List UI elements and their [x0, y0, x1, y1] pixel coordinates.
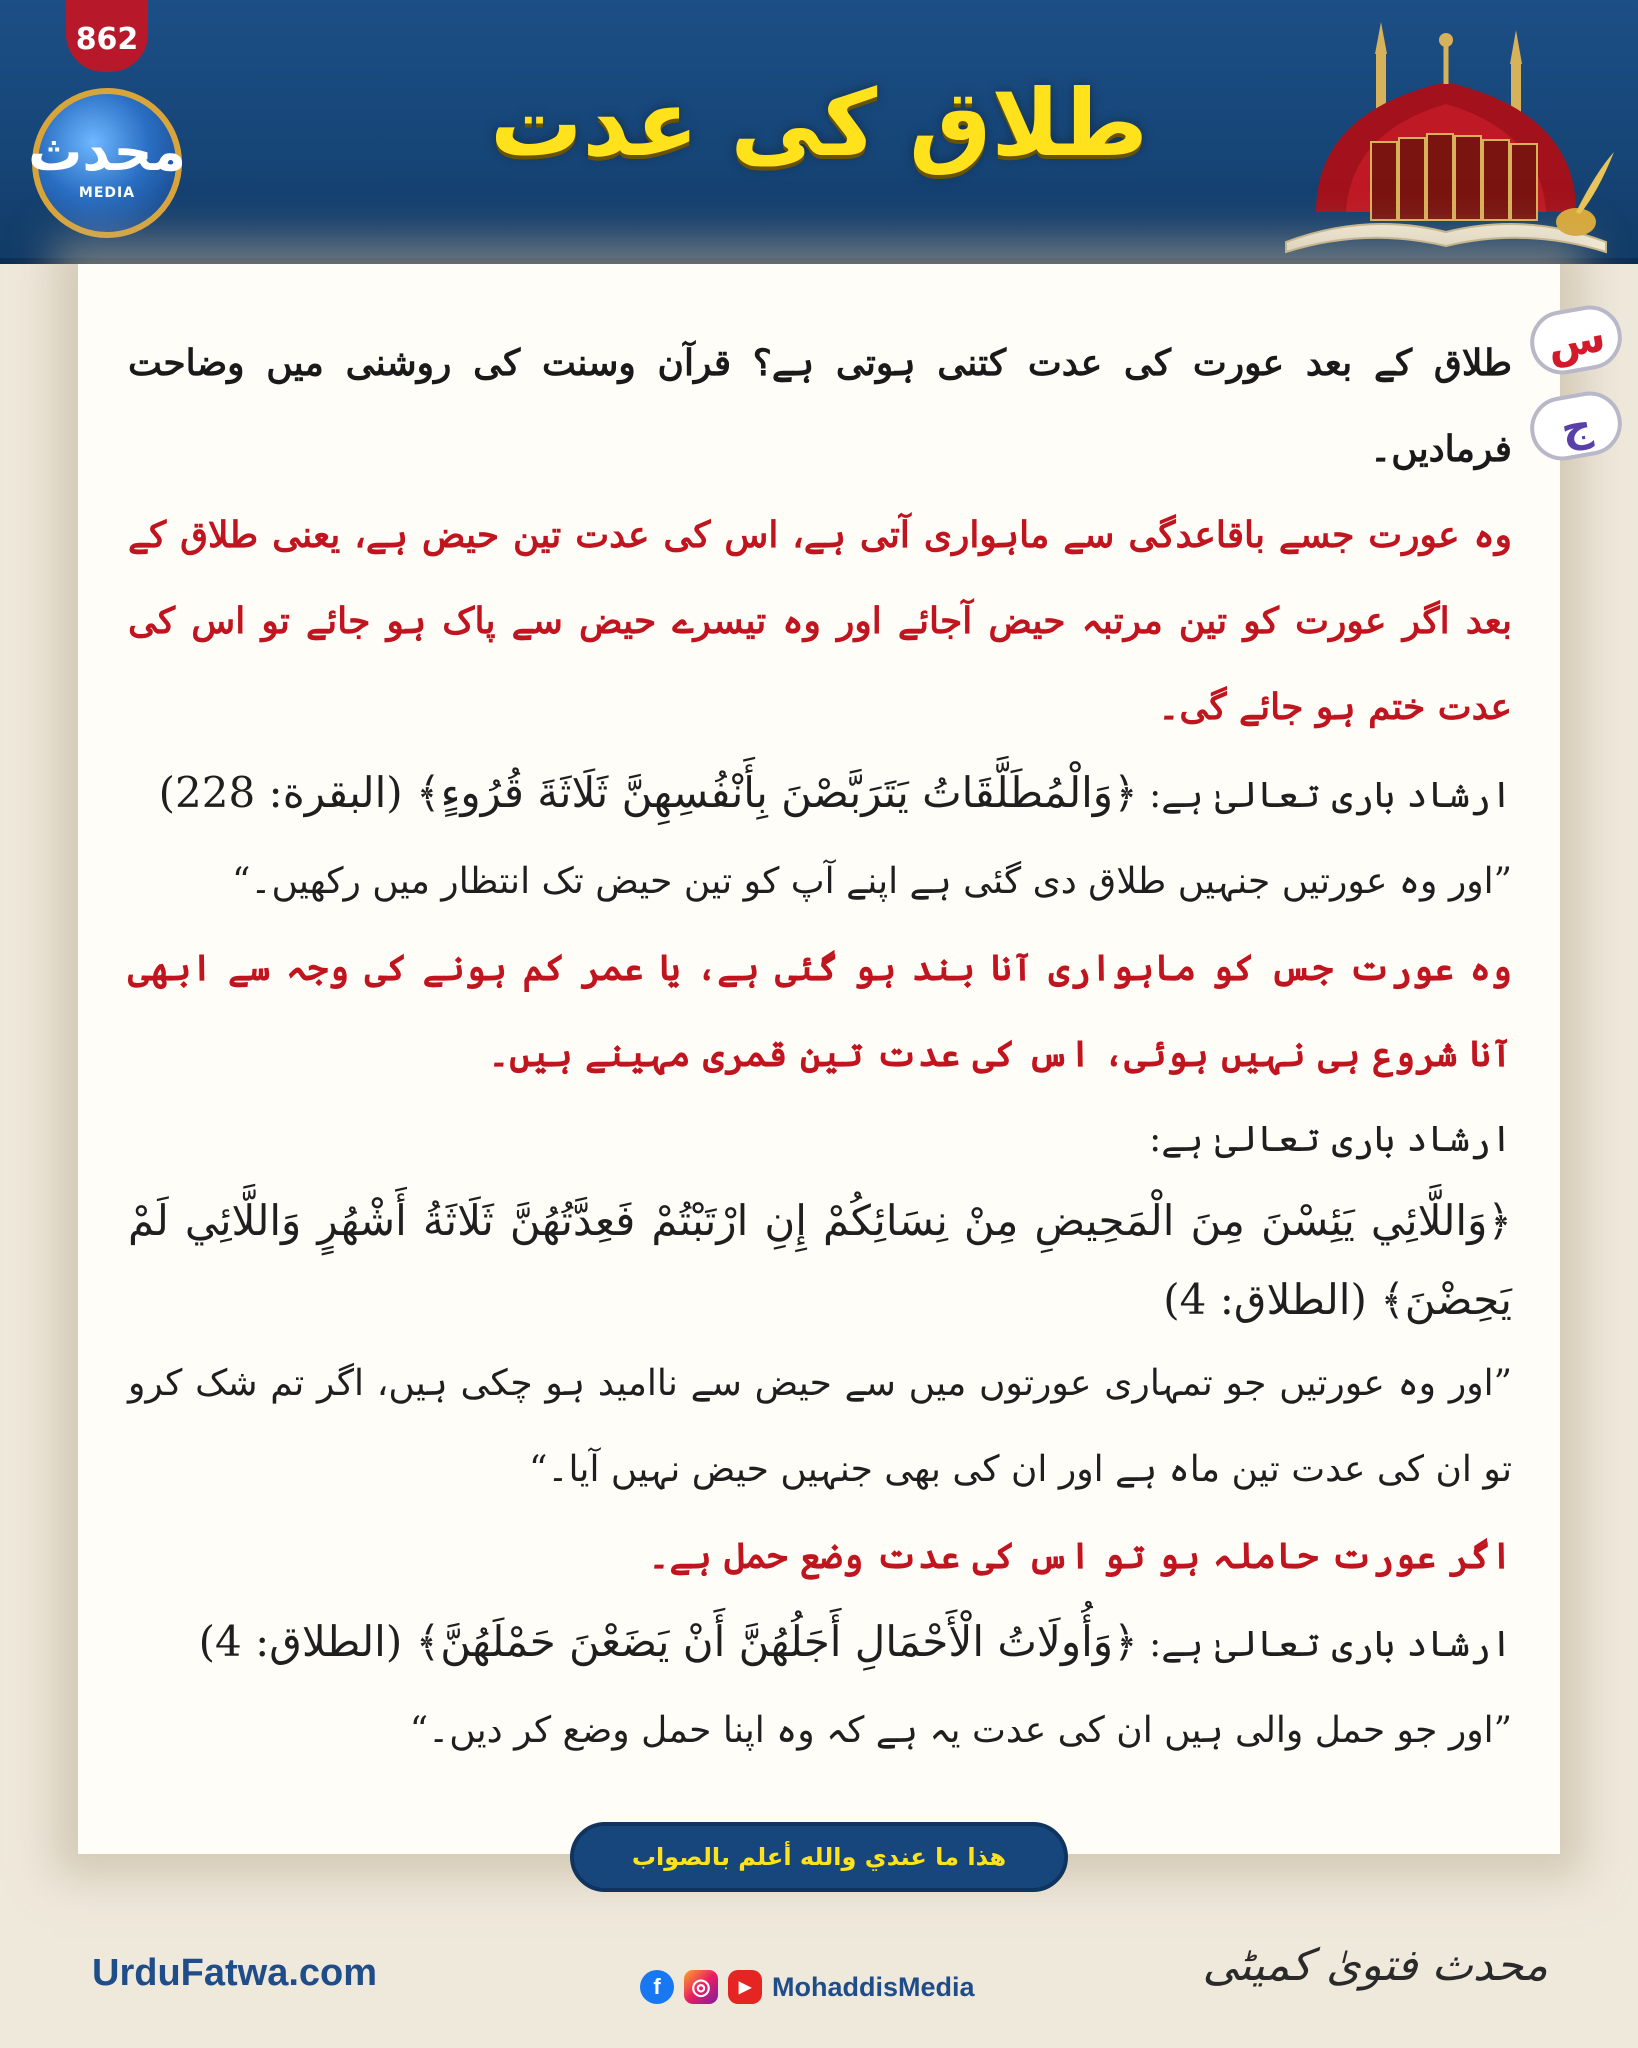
verse-2-line — [128, 1183, 1512, 1341]
verse-3-reference: (الطلاق: 4) — [198, 1617, 416, 1666]
fatwa-text — [128, 320, 1512, 1774]
youtube-icon[interactable]: ▶ — [728, 1970, 762, 2004]
instagram-icon[interactable]: ◎ — [684, 1970, 718, 2004]
closing-phrase-banner: هذا ما عندي والله أعلم بالصواب — [570, 1822, 1068, 1892]
mosque-books-illustration — [1276, 22, 1616, 258]
fatwa-content-panel — [78, 264, 1609, 1854]
facebook-icon[interactable]: f — [640, 1970, 674, 2004]
verse-2-intro: ارشاد باری تعالیٰ ہے: — [1149, 1119, 1512, 1160]
translation-1: ”اور وہ عورتیں جنہیں طلاق دی گئی ہے اپنے آپ کو تین حیض تک انتظار میں رکھیں۔“ — [231, 861, 1512, 902]
verse-1-reference: (البقرة: 228) — [158, 768, 417, 817]
social-handle[interactable]: MohaddisMedia — [772, 1971, 975, 2002]
translation-3: ”اور جو حمل والی ہیں ان کی عدت یہ ہے کہ وہ اپنا حمل وضع کر دیں۔“ — [409, 1710, 1512, 1751]
verse-1-text: ﴿وَالْمُطَلَّقَاتُ يَتَرَبَّصْنَ بِأَنْفُسِهِنَّ ثَلَاثَةَ قُرُوءٍ﴾ — [416, 768, 1138, 817]
logo-glyph: محدث — [28, 120, 186, 183]
website-link[interactable]: UrduFatwa.com — [92, 1952, 378, 1994]
logo-text: MEDIA — [78, 185, 136, 201]
verse-3-line — [128, 1599, 1512, 1688]
verse-1-intro: ارشاد باری تعالیٰ ہے: — [1137, 775, 1512, 816]
fatwa-number-badge: 862 — [66, 0, 148, 72]
answer-paragraph-1: وہ عورت جسے باقاعدگی سے ماہواری آتی ہے، اس کی عدت تین حیض ہے، یعنی طلاق کے بعد اگر عورت کو تین مرتبہ حیض آجائے اور وہ تیسرے حیض سے پاک ہو جائے تو اس کی عدت ختم ہو جائے گی۔ — [128, 514, 1512, 728]
verse-2-text: ﴿وَاللَّائِي يَئِسْنَ مِنَ الْمَحِيضِ مِنْ نِسَائِكُمْ إِنِ ارْتَبْتُمْ فَعِدَّتُهُنَّ ثَلَاثَةُ أَشْهُرٍ وَاللَّائِي لَمْ يَحِضْنَ﴾ — [128, 1196, 1512, 1324]
page-title: طلاق کی عدت — [490, 70, 1148, 177]
social-links — [640, 1970, 975, 2004]
verse-2-reference: (الطلاق: 4) — [1163, 1275, 1381, 1324]
verse-3-text: ﴿وَأُولَاتُ الْأَحْمَالِ أَجَلُهُنَّ أَنْ يَضَعْنَ حَمْلَهُنَّ﴾ — [415, 1617, 1138, 1666]
header-banner — [0, 0, 1638, 264]
verse-3-intro: ارشاد باری تعالیٰ ہے: — [1137, 1624, 1512, 1665]
question-badge: س — [1525, 300, 1627, 379]
question-text: طلاق کے بعد عورت کی عدت کتنی ہوتی ہے؟ قرآن وسنت کی روشنی میں وضاحت فرمادیں۔ — [128, 342, 1512, 470]
answer-paragraph-2: وہ عورت جس کو ماہواری آنا بند ہو گئی ہے، یا عمر کم ہونے کی وجہ سے ابھی آنا شروع ہی نہیں ہوئی، اس کی عدت تین قمری مہینے ہیں۔ — [128, 947, 1512, 1075]
answer-paragraph-3: اگر عورت حاملہ ہو تو اس کی عدت وضع حمل ہے۔ — [648, 1535, 1512, 1577]
verse-1-line — [128, 750, 1512, 839]
translation-2: ”اور وہ عورتیں جو تمہاری عورتوں میں سے حیض سے ناامید ہو چکی ہیں، اگر تم شک کرو تو ان کی عدت تین ماہ ہے اور ان کی بھی جنہیں حیض نہیں آیا۔“ — [128, 1363, 1512, 1490]
answer-badge: ج — [1525, 386, 1627, 465]
committee-signature: محدث فتویٰ کمیٹی — [1202, 1940, 1548, 1991]
